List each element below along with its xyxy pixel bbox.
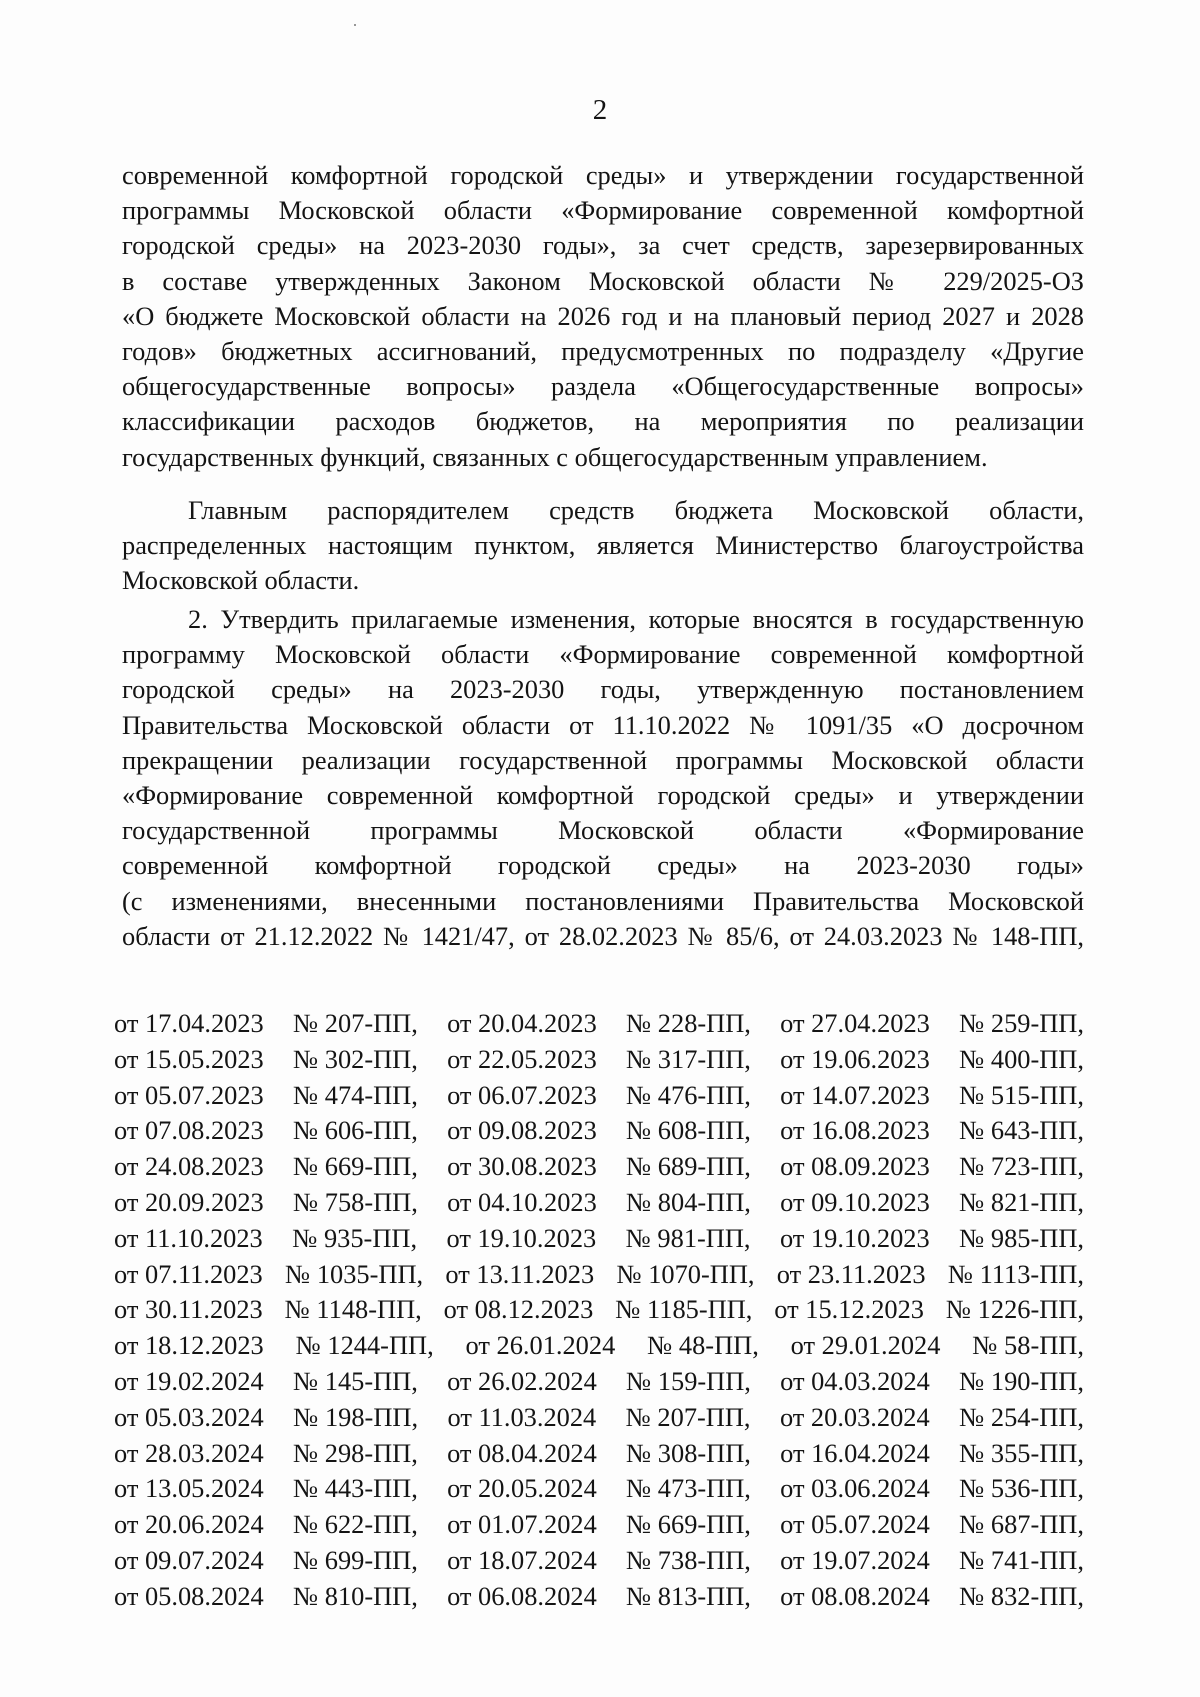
decree-date: от 20.03.2024 bbox=[779, 1401, 930, 1432]
decree-date: от 05.07.2023 bbox=[114, 1079, 264, 1110]
decree-row bbox=[114, 1436, 1084, 1472]
decree-row bbox=[114, 1471, 1084, 1507]
decree-date: от 04.10.2023 bbox=[447, 1186, 597, 1217]
decree-date: от 05.03.2024 bbox=[114, 1401, 264, 1432]
decree-number: № 606-ПП, bbox=[292, 1115, 418, 1146]
decree-date: от 28.03.2024 bbox=[114, 1437, 264, 1468]
decree-number: № 473-ПП, bbox=[626, 1473, 751, 1504]
decree-number: № 317-ПП, bbox=[626, 1043, 751, 1074]
decree-date: от 26.02.2024 bbox=[447, 1365, 597, 1396]
decree-row bbox=[114, 1292, 1084, 1328]
decree-number: № 159-ПП, bbox=[626, 1365, 751, 1396]
decree-number: № 476-ПП, bbox=[626, 1079, 751, 1110]
decree-row bbox=[114, 1507, 1084, 1543]
decree-date: от 16.08.2023 bbox=[780, 1115, 930, 1146]
decree-number: № 608-ПП, bbox=[626, 1115, 751, 1146]
decree-row bbox=[114, 1006, 1084, 1042]
decree-number: № 669-ПП, bbox=[626, 1509, 751, 1540]
decree-number: № 1226-ПП, bbox=[945, 1294, 1084, 1325]
decree-date: от 05.07.2024 bbox=[780, 1509, 930, 1540]
decree-date: от 19.06.2023 bbox=[780, 1043, 930, 1074]
decree-number: № 302-ПП, bbox=[292, 1043, 418, 1074]
decree-number: № 1113-ПП, bbox=[947, 1258, 1084, 1289]
decree-row bbox=[114, 1257, 1084, 1293]
decree-number: № 443-ПП, bbox=[292, 1473, 418, 1504]
decree-list bbox=[114, 1006, 1084, 1615]
decree-number: № 1035-ПП, bbox=[285, 1258, 424, 1289]
decree-number: № 1070-ПП, bbox=[616, 1258, 755, 1289]
decree-number: № 515-ПП, bbox=[959, 1079, 1084, 1110]
text-line: «Формирование современной комфортной городской среды» и утверждении bbox=[122, 780, 1084, 811]
decree-row bbox=[114, 1113, 1084, 1149]
decree-date: от 19.10.2023 bbox=[779, 1222, 930, 1253]
decree-number: № 207-ПП, bbox=[625, 1401, 751, 1432]
decree-date: от 17.04.2023 bbox=[114, 1008, 264, 1038]
decree-number: № 1148-ПП, bbox=[284, 1294, 422, 1325]
decree-number: № 298-ПП, bbox=[292, 1437, 418, 1468]
decree-row bbox=[114, 1221, 1084, 1257]
decree-number: № 48-ПП, bbox=[647, 1330, 759, 1361]
decree-number: № 738-ПП, bbox=[626, 1544, 751, 1575]
decree-row bbox=[114, 1579, 1084, 1615]
text-line: городской среды» на 2023-2030 годы», за счет средств, зарезервированных bbox=[122, 230, 1084, 261]
decree-number: № 669-ПП, bbox=[292, 1151, 418, 1182]
decree-date: от 22.05.2023 bbox=[447, 1043, 597, 1074]
decree-date: от 01.07.2024 bbox=[447, 1509, 597, 1540]
decree-row bbox=[114, 1328, 1084, 1364]
decree-row bbox=[114, 1364, 1084, 1400]
decree-date: от 15.12.2023 bbox=[774, 1294, 925, 1325]
decree-date: от 08.12.2023 bbox=[443, 1294, 594, 1325]
decree-date: от 16.04.2024 bbox=[780, 1437, 930, 1468]
decree-date: от 06.07.2023 bbox=[447, 1079, 597, 1110]
decree-date: от 15.05.2023 bbox=[114, 1043, 264, 1074]
decree-date: от 20.09.2023 bbox=[114, 1186, 264, 1217]
decree-date: от 26.01.2024 bbox=[465, 1330, 616, 1361]
decree-number: № 474-ПП, bbox=[292, 1079, 418, 1110]
main-manager-paragraph bbox=[122, 493, 1084, 599]
decree-number: № 821-ПП, bbox=[959, 1186, 1084, 1217]
decree-row bbox=[114, 1149, 1084, 1185]
text-line: государственной программы Московской области «Формирование bbox=[122, 815, 1084, 846]
decree-number: № 689-ПП, bbox=[626, 1151, 751, 1182]
decree-number: № 741-ПП, bbox=[959, 1544, 1084, 1575]
text-line: Московской области. bbox=[122, 565, 360, 596]
decree-number: № 804-ПП, bbox=[626, 1186, 751, 1217]
decree-number: № 400-ПП, bbox=[959, 1043, 1084, 1074]
text-line: городской среды» на 2023-2030 годы, утвержденную постановлением bbox=[122, 674, 1084, 705]
text-line: распределенных настоящим пунктом, является Министерство благоустройства bbox=[122, 530, 1084, 561]
decree-number: № 985-ПП, bbox=[959, 1222, 1084, 1253]
decree-date: от 30.08.2023 bbox=[447, 1151, 597, 1182]
decree-number: № 758-ПП, bbox=[292, 1186, 418, 1217]
decree-number: № 723-ПП, bbox=[959, 1151, 1084, 1182]
decree-date: от 07.08.2023 bbox=[114, 1115, 264, 1146]
text-line: 2. Утвердить прилагаемые изменения, которые вносятся в государственную bbox=[188, 604, 1084, 634]
decree-row bbox=[114, 1078, 1084, 1114]
decree-number: № 699-ПП, bbox=[292, 1544, 418, 1575]
decree-date: от 08.08.2024 bbox=[780, 1580, 930, 1611]
decree-date: от 03.06.2024 bbox=[780, 1473, 930, 1504]
decree-date: от 19.10.2023 bbox=[446, 1222, 597, 1253]
text-line: программы Московской области «Формирование современной комфортной bbox=[122, 195, 1084, 226]
decree-number: № 1185-ПП, bbox=[615, 1294, 753, 1325]
decree-date: от 09.10.2023 bbox=[780, 1186, 930, 1217]
decree-date: от 09.07.2024 bbox=[114, 1544, 264, 1575]
decree-date: от 19.07.2024 bbox=[780, 1544, 930, 1575]
decree-date: от 11.10.2023 bbox=[114, 1222, 263, 1253]
decree-date: от 30.11.2023 bbox=[114, 1294, 263, 1325]
decree-row bbox=[114, 1543, 1084, 1579]
decree-date: от 11.03.2024 bbox=[447, 1401, 597, 1432]
decree-number: № 810-ПП, bbox=[292, 1580, 418, 1611]
text-line: в составе утвержденных Законом Московской области № 229/2025-ОЗ bbox=[122, 265, 1084, 296]
text-line: общегосударственные вопросы» раздела «Общегосударственные вопросы» bbox=[122, 371, 1084, 402]
decree-number: № 145-ПП, bbox=[292, 1365, 418, 1396]
decree-number: № 198-ПП, bbox=[293, 1401, 419, 1432]
decree-date: от 04.03.2024 bbox=[780, 1365, 930, 1396]
text-line: Правительства Московской области от 11.10.2022 № 1091/35 «О досрочном bbox=[122, 709, 1084, 740]
decree-number: № 355-ПП, bbox=[959, 1437, 1084, 1468]
decree-row bbox=[114, 1185, 1084, 1221]
decree-number: № 228-ПП, bbox=[626, 1008, 751, 1038]
decree-date: от 19.02.2024 bbox=[114, 1365, 264, 1396]
page-number: 2 bbox=[592, 94, 608, 126]
decree-date: от 18.07.2024 bbox=[447, 1544, 597, 1575]
text-line: современной комфортной городской среды» на 2023-2030 годы» bbox=[122, 850, 1084, 881]
decree-date: от 13.05.2024 bbox=[114, 1473, 264, 1504]
text-line: области от 21.12.2022 № 1421/47, от 28.02.2023 № 85/6, от 24.03.2023 № 148-ПП, bbox=[122, 920, 1084, 951]
text-line: современной комфортной городской среды» и утверждении государственной bbox=[122, 160, 1084, 190]
text-line: годов» бюджетных ассигнований, предусмотренных по подразделу «Другие bbox=[122, 336, 1084, 367]
decree-number: № 536-ПП, bbox=[959, 1473, 1084, 1504]
text-line: Главным распорядителем средств бюджета Московской области, bbox=[188, 495, 1084, 525]
decree-date: от 27.04.2023 bbox=[780, 1008, 930, 1038]
decree-date: от 29.01.2024 bbox=[790, 1330, 941, 1361]
decree-date: от 05.08.2024 bbox=[114, 1580, 264, 1611]
decree-number: № 935-ПП, bbox=[292, 1222, 418, 1253]
decree-date: от 24.08.2023 bbox=[114, 1151, 264, 1182]
decree-date: от 09.08.2023 bbox=[447, 1115, 597, 1146]
decree-number: № 58-ПП, bbox=[972, 1330, 1084, 1361]
decree-number: № 207-ПП, bbox=[292, 1008, 418, 1038]
decree-number: № 1244-ПП, bbox=[295, 1330, 434, 1361]
decree-number: № 308-ПП, bbox=[626, 1437, 751, 1468]
decree-date: от 20.05.2024 bbox=[447, 1473, 597, 1504]
decree-number: № 981-ПП, bbox=[625, 1222, 751, 1253]
text-line: прекращении реализации государственной программы Московской области bbox=[122, 744, 1084, 775]
text-line: (с изменениями, внесенными постановлениями Правительства Московской bbox=[122, 885, 1084, 916]
decree-row bbox=[114, 1400, 1084, 1436]
text-line: программу Московской области «Формирование современной комфортной bbox=[122, 639, 1084, 670]
continuation-paragraph bbox=[122, 158, 1084, 475]
decree-date: от 13.11.2023 bbox=[445, 1258, 595, 1289]
decree-date: от 08.04.2024 bbox=[447, 1437, 597, 1468]
decree-number: № 813-ПП, bbox=[626, 1580, 751, 1611]
decree-number: № 254-ПП, bbox=[959, 1401, 1084, 1432]
decree-date: от 20.06.2024 bbox=[114, 1509, 264, 1540]
decree-number: № 622-ПП, bbox=[292, 1509, 418, 1540]
text-line: «О бюджете Московской области на 2026 год и на плановый период 2027 и 2028 bbox=[122, 300, 1084, 331]
item-2-paragraph bbox=[122, 602, 1084, 954]
decree-date: от 23.11.2023 bbox=[776, 1258, 926, 1289]
decree-number: № 832-ПП, bbox=[959, 1580, 1084, 1611]
decree-number: № 259-ПП, bbox=[959, 1008, 1084, 1038]
scan-speck bbox=[354, 24, 356, 26]
decree-number: № 687-ПП, bbox=[959, 1509, 1084, 1540]
decree-date: от 07.11.2023 bbox=[114, 1258, 263, 1289]
text-line: государственных функций, связанных с общегосударственным управлением. bbox=[122, 441, 988, 472]
decree-date: от 18.12.2023 bbox=[114, 1330, 264, 1361]
decree-date: от 06.08.2024 bbox=[447, 1580, 597, 1611]
decree-date: от 14.07.2023 bbox=[780, 1079, 930, 1110]
decree-number: № 190-ПП, bbox=[959, 1365, 1084, 1396]
decree-number: № 643-ПП, bbox=[959, 1115, 1084, 1146]
decree-date: от 08.09.2023 bbox=[780, 1151, 930, 1182]
text-line: классификации расходов бюджетов, на мероприятия по реализации bbox=[122, 406, 1084, 437]
decree-date: от 20.04.2023 bbox=[447, 1008, 597, 1038]
decree-row bbox=[114, 1042, 1084, 1078]
